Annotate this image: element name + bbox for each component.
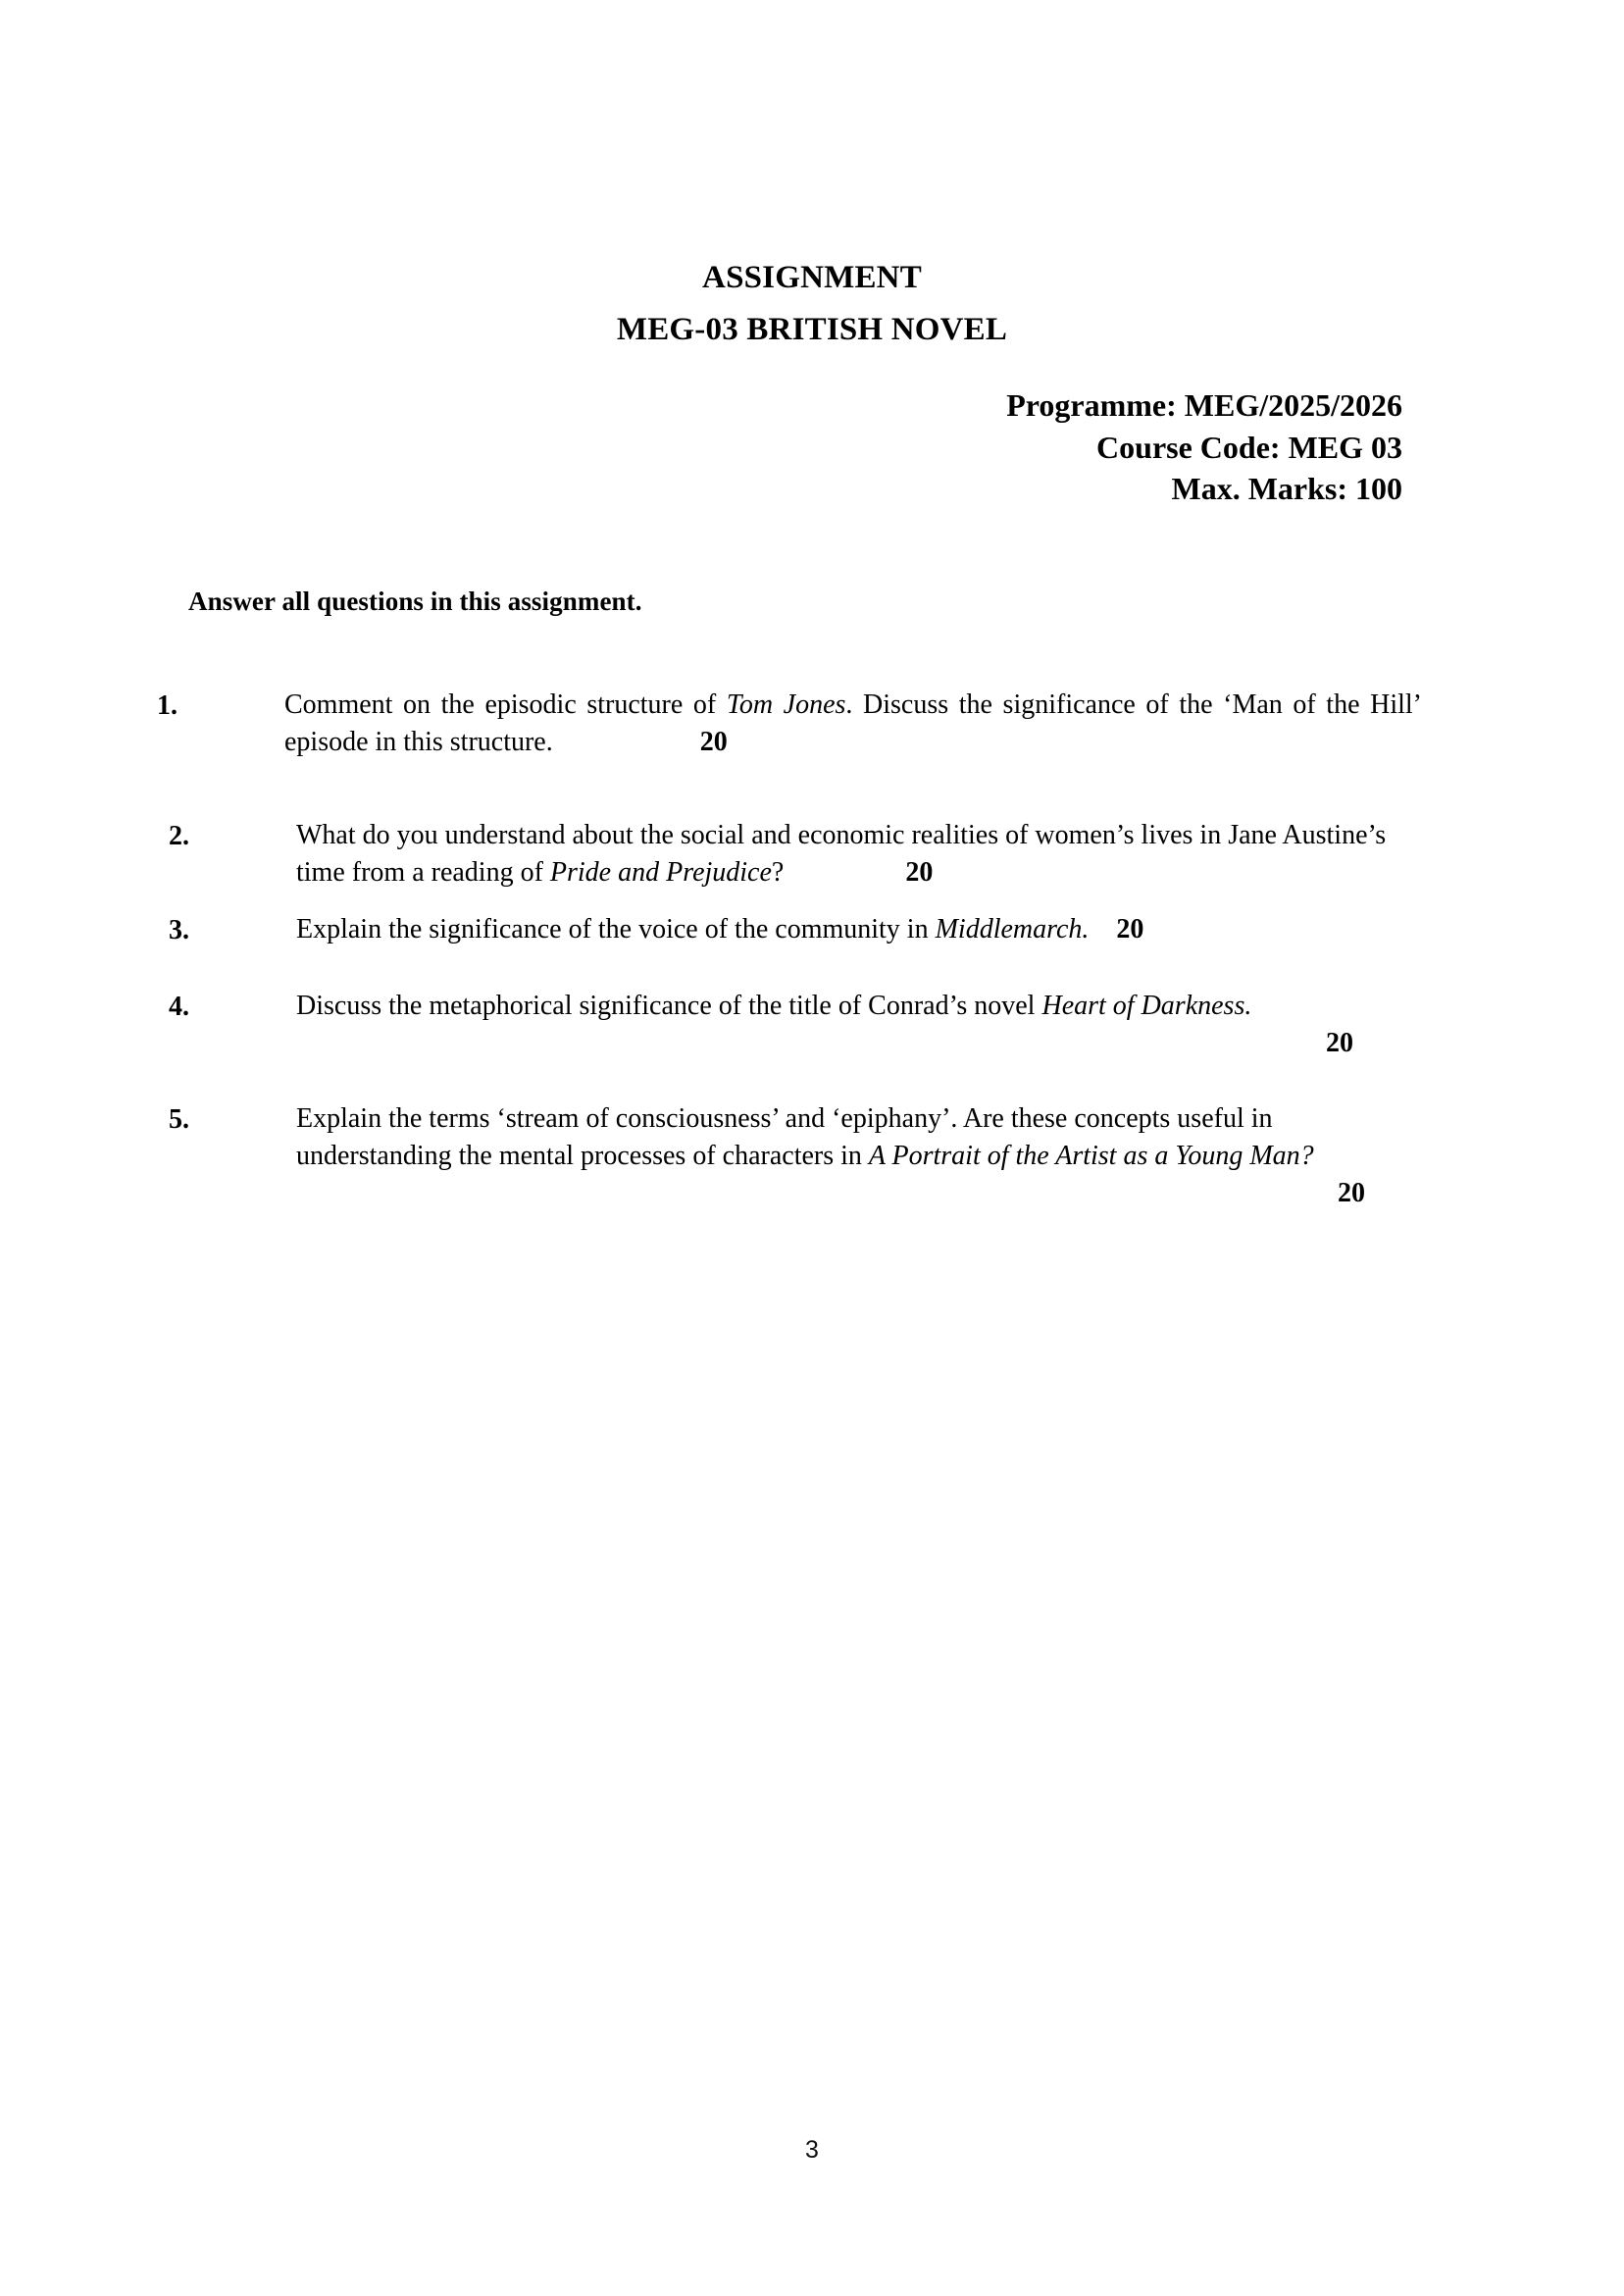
meta-course-code: Course Code: MEG 03 [1096,429,1402,465]
page-subtitle: MEG-03 BRITISH NOVEL [616,312,1008,348]
title-block [0,257,1624,350]
question-text-5 [296,1100,1422,1213]
course-meta-block [1006,384,1402,510]
question-item-1 [157,687,1422,762]
question-3-text-a: Explain the significance of the voice of the community in [296,914,936,945]
question-2-text-a: What do you understand about the social and economic realities of women’s lives in Jane Austine’s time from a reading of [296,819,1387,889]
question-3-title: Middlemarch. [935,914,1090,945]
question-number-1: 1. [157,690,178,721]
questions-list [157,687,1422,1213]
question-text-1 [284,687,1422,762]
question-number-5: 5. [169,1103,189,1135]
spacer [157,1063,1422,1100]
question-5-text-a: Explain the terms ‘stream of consciousness’ and ‘epiphany’. Are these concepts useful in understanding the mental processes of characters in [296,1102,1273,1171]
question-text-3 [296,911,1422,948]
question-number-4: 4. [169,991,189,1022]
page-title: ASSIGNMENT [702,260,922,295]
question-number-2: 2. [169,820,189,851]
page-number: 3 [805,2136,819,2164]
meta-programme: Programme: MEG/2025/2026 [1006,387,1402,423]
question-5-title: A Portrait of the Artist as a Young Man? [868,1140,1314,1171]
question-item-4 [157,988,1422,1063]
meta-max-marks: Max. Marks: 100 [1171,471,1402,507]
question-2-text-b: ? [771,857,785,889]
spacer [157,892,1422,911]
instruction-line: Answer all questions in this assignment. [188,587,642,616]
spacer [157,950,1422,988]
question-1-marks: 20 [699,727,728,758]
question-4-text-a: Discuss the metaphorical significance of the title of Conrad’s novel [296,990,1042,1021]
question-2-marks: 20 [905,857,934,889]
question-5-marks: 20 [1338,1178,1365,1209]
question-1-text-a: Comment on the episodic structure of [284,689,727,720]
question-number-3: 3. [169,915,189,946]
question-1-title: Tom Jones [726,689,846,720]
question-4-title: Heart of Darkness. [1041,990,1252,1021]
question-text-4 [296,988,1422,1063]
spacer [157,762,1422,817]
question-item-2 [157,817,1422,893]
question-1-text-b: . Discuss the significance of the ‘Man of the Hill’ episode in this structure. [284,689,1422,758]
question-4-marks: 20 [1326,1028,1353,1059]
question-item-5 [157,1100,1422,1213]
question-text-2 [296,817,1422,893]
question-item-3 [157,911,1422,949]
question-2-title: Pride and Prejudice [549,857,772,889]
question-3-marks: 20 [1116,914,1144,945]
